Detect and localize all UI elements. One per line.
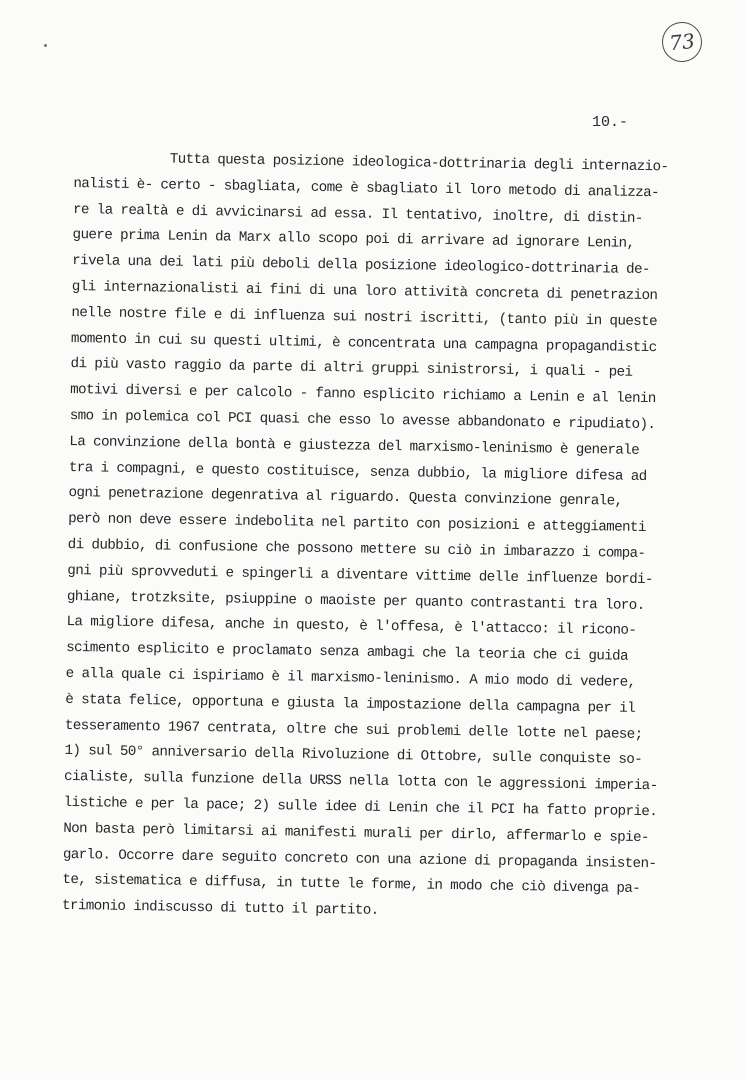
text-line: gli internazionalisti ai fini di una loro attività concreta di penetrazion — [71, 278, 658, 305]
text-line: listiche e per la pace; 2) sulle idee di Lenin che il PCI ha fatto proprie. — [63, 794, 658, 821]
text-line: La convinzione della bontà e giustezza del marxismo-leninismo è generale — [69, 433, 640, 459]
text-line: nalisti è- certo - sbagliata, come è sbagliato il loro metodo di analizza- — [73, 175, 660, 201]
text-line: Tutta questa posizione ideologica-dottrinaria degli internazio- — [169, 151, 669, 176]
text-line: re la realtà e di avvicinarsi ad essa. Il tentativo, inoltre, di distin- — [72, 201, 643, 227]
text-line: di più vasto raggio da parte di altri gruppi sinistrorsi, i quali - pei — [70, 356, 633, 382]
text-line: motivi diversi e per calcolo - fanno esplicito richiamo a Lenin e al lenin — [70, 382, 656, 408]
text-line: tra i compagni, e questo costituisce, senza dubbio, la migliore difesa ad — [68, 459, 647, 485]
text-line: di dubbio, di confusione che possono mettere su ciò in imbarazzo i compa- — [67, 536, 646, 562]
body-text — [62, 146, 724, 930]
stamp-number: 73 — [668, 28, 696, 56]
text-line: ogni penetrazione degenrativa al riguardo. Questa convinzione genrale, — [68, 485, 623, 511]
page-stamp — [660, 20, 704, 64]
text-line: e alla quale ci ispiriamo è il marxismo-leninismo. A mio modo di vedere, — [65, 665, 636, 691]
text-line: scimento esplicito e proclamato senza ambagi che la teoria che ci guida — [65, 640, 629, 665]
text-line: te, sistematica e diffusa, in tutte le forme, in modo che ciò divenga pa- — [62, 872, 641, 898]
ink-speck — [44, 44, 47, 47]
text-line: guere prima Lenin da Marx allo scopo poi di arrivare ad ignorare Lenin, — [72, 227, 635, 253]
text-line: è stata felice, opportuna e giusta la impostazione della campagna per il — [65, 691, 636, 717]
text-line: smo in polemica col PCI quasi che esso lo avesse abbandonato e ripudiato). — [69, 407, 656, 434]
text-line: momento in cui su questi ultimi, è concentrata una campagna propagandistic — [70, 330, 657, 356]
text-line: La migliore difesa, anche in questo, è l'offesa, è l'attacco: il ricono- — [66, 614, 637, 640]
text-line: 1) sul 50° anniversario della Rivoluzione di Ottobre, sulle conquiste so- — [64, 743, 643, 769]
text-line: cialiste, sulla funzione della URSS nella lotta con le aggressioni imperia- — [63, 769, 658, 795]
text-line: però non deve essere indebolita nel partito con posizioni e atteggiamenti — [68, 511, 646, 537]
text-line: tesseramento 1967 centrata, oltre che sui problemi delle lotte nel paese; — [64, 717, 643, 743]
text-line: gni più sprovveduti e spingerli a diventare vittime delle influenze bordi- — [67, 562, 654, 588]
text-line: rivela una dei lati più deboli della posizione ideologico-dottrinaria de- — [72, 253, 650, 279]
text-line: nelle nostre file e di influenza sui nostri iscritti, (tanto più in queste — [71, 304, 658, 330]
page-number: 10.- — [592, 114, 629, 131]
text-line: garlo. Occorre dare seguito concreto con una azione di propaganda insisten- — [62, 846, 657, 872]
text-line: ghiane, trotzksite, psiuppine o maoiste per quanto contrastanti tra loro. — [66, 588, 645, 614]
text-line: Non basta però limitarsi ai manifesti murali per dirlo, affermarlo e spie- — [63, 820, 649, 846]
text-line: trimonio indiscusso di tutto il partito. — [61, 898, 379, 919]
